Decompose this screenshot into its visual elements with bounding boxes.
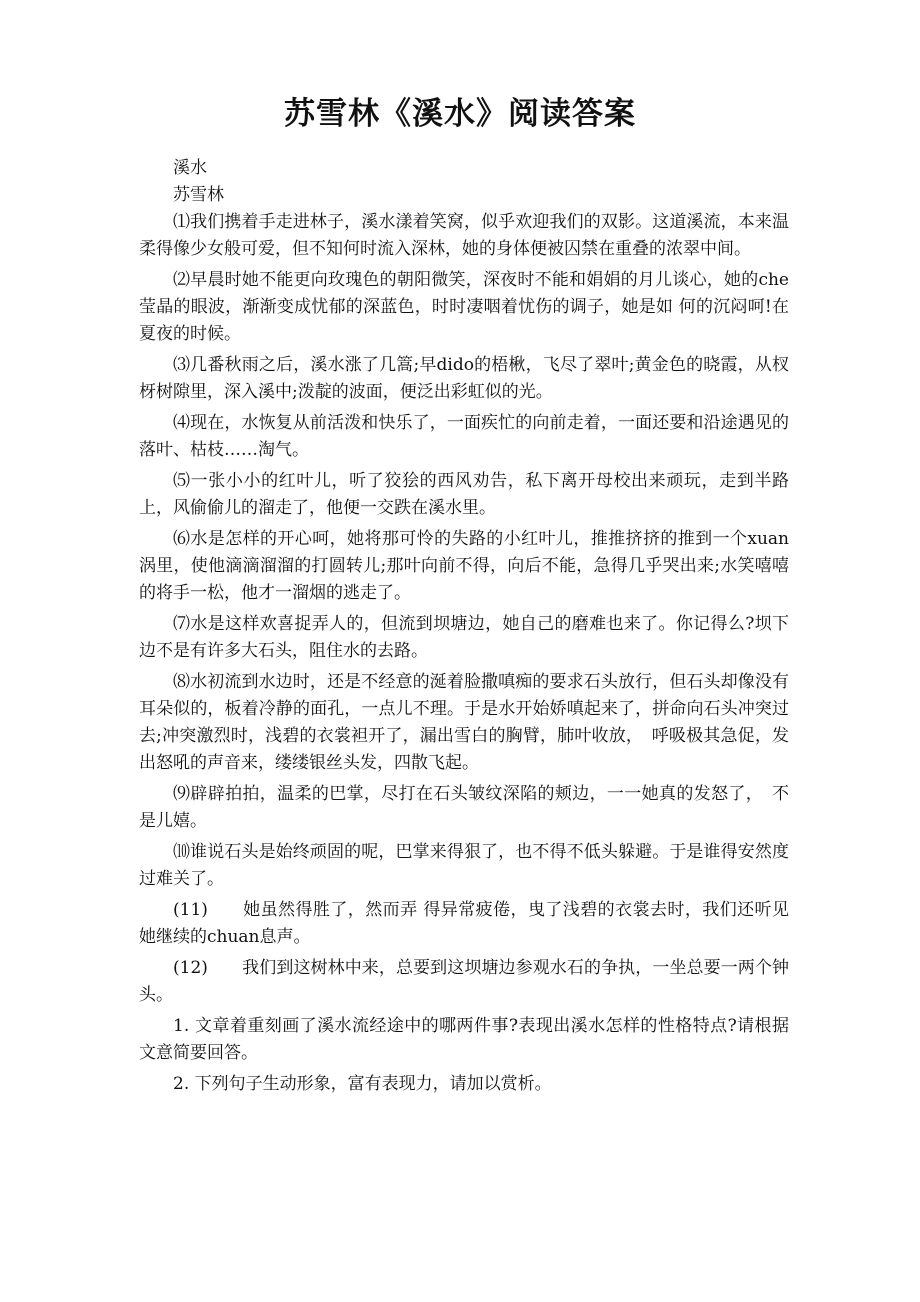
document-title: 苏雪林《溪水》阅读答案 [284, 96, 636, 132]
paragraph-6: ⑹水是怎样的开心呵，她将那可怜的失路的小红叶儿，推推挤挤的推到一个xuan涡里，使他滴滴溜溜的打圆转儿;那叶向前不得，向后不能，急得几乎哭出来;水笑嘻嘻的将手一松，他才一溜烟的逃走了。 [139, 529, 789, 603]
paragraph-12: (12) 我们到这树林中来，总要到这坝塘边参观水石的争执，一坐总要一两个钟 头。 [139, 958, 789, 1005]
paragraph-8: ⑻水初流到水边时，还是不经意的涎着脸撒嗔痴的要求石头放行，但石头却像没有耳朵似的，板着冷静的面孔，一点儿不理。于是水开始娇嗔起来了，拼命向石头冲突过去;冲突激烈时，浅碧的衣裳袒开了，漏出雪白的胸臂，肺叶收放， 呼吸极其急促，发出怒吼的声音来，缕缕银丝头发，四散飞起。 [139, 672, 789, 773]
paragraph-7: ⑺水是这样欢喜捉弄人的，但流到坝塘边，她自己的磨难也来了。你记得么?坝下边不是有许多大石头，阻住水的去路。 [139, 614, 789, 661]
paragraph-10: ⑽谁说石头是始终顽固的呢，巴掌来得狠了，也不得不低头躲避。于是谁得安然度过难关了。 [139, 842, 789, 889]
question-2: 2. 下列句子生动形象，富有表现力，请加以赏析。 [173, 1074, 552, 1094]
paragraph-4: ⑷现在，水恢复从前活泼和快乐了，一面疾忙的向前走着，一面还要和沿途遇见的落叶、枯枝……淘气。 [139, 413, 789, 460]
document-body [139, 155, 789, 1102]
paragraph-2: ⑵早晨时她不能更向玫瑰色的朝阳微笑，深夜时不能和娟娟的月儿谈心，她的che莹晶的眼波，渐渐变成忧郁的深蓝色，时时凄咽着忧伤的调子，她是如 何的沉闷呵!在夏夜的时候。 [139, 270, 789, 344]
section-heading: 溪水 [173, 158, 207, 178]
paragraph-3: ⑶几番秋雨之后，溪水涨了几篙;早dido的梧楸，飞尽了翠叶;黄金色的晓霞，从杈枒树隙里，深入溪中;泼靛的波面，便泛出彩虹似的光。 [139, 355, 789, 402]
paragraph-9: ⑼辟辟拍拍，温柔的巴掌，尽打在石头皱纹深陷的颊边，一一她真的发怒了， 不是儿嬉。 [139, 784, 789, 831]
paragraph-11: (11) 她虽然得胜了，然而弄 得异常疲倦，曳了浅碧的衣裳去时，我们还听见 她继续的chuan息声。 [139, 900, 789, 947]
paragraph-5: ⑸一张小小的红叶儿，听了狡狯的西风劝告，私下离开母校出来顽玩，走到半路上，风偷偷儿的溜走了，他便一交跌在溪水里。 [139, 471, 789, 518]
author-line: 苏雪林 [173, 185, 224, 205]
question-1: 1. 文章着重刻画了溪水流经途中的哪两件事?表现出溪水怎样的性格特点?请根据文意简要回答。 [139, 1016, 789, 1063]
paragraph-1: ⑴我们携着手走进林子，溪水漾着笑窝，似乎欢迎我们的双影。这道溪流，本来温柔得像少女般可爱，但不知何时流入深林，她的身体便被囚禁在重叠的浓翠中间。 [139, 212, 789, 259]
